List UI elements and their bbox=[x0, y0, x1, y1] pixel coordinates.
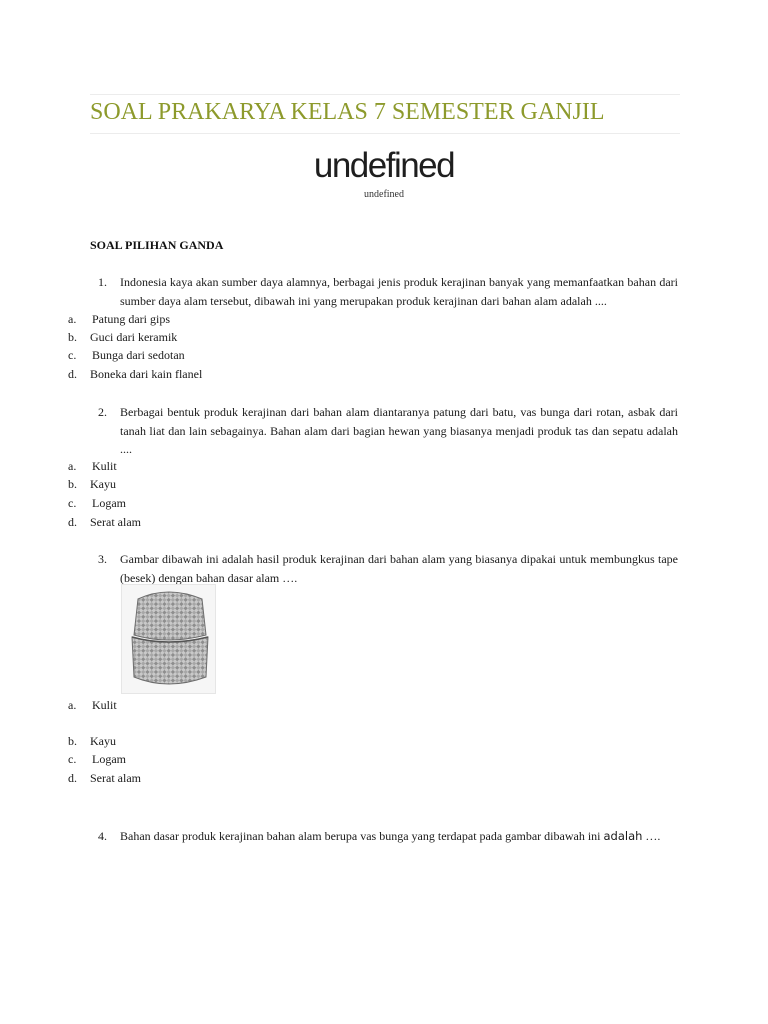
option-letter: b. bbox=[68, 734, 77, 748]
question-4 bbox=[0, 827, 768, 847]
option-letter: b. bbox=[68, 477, 77, 491]
option-letter: a. bbox=[68, 312, 77, 326]
question-text: Berbagai bentuk produk kerajinan dari bahan alam diantaranya patung dari batu, vas bunga dari rotan, asbak dari tanah liat dan lain sebagainya. Bahan alam dari bagian hewan yang biasanya menjadi produk tas dan sepatu adalah .... bbox=[120, 405, 678, 456]
option-text: Kulit bbox=[92, 698, 117, 712]
question-number: 3. bbox=[98, 552, 107, 566]
section-heading: SOAL PILIHAN GANDA bbox=[90, 238, 224, 252]
option-text: Kayu bbox=[90, 734, 116, 748]
besek-basket-image bbox=[121, 584, 216, 694]
page-title: SOAL PRAKARYA KELAS 7 SEMESTER GANJIL bbox=[90, 99, 605, 125]
top-rule bbox=[90, 94, 680, 95]
option-text: Boneka dari kain flanel bbox=[90, 367, 203, 381]
document-subheading: undefined bbox=[364, 189, 404, 200]
option-text: Serat alam bbox=[90, 515, 141, 529]
option-text: Kulit bbox=[92, 459, 117, 473]
option-letter: d. bbox=[68, 771, 77, 785]
option-letter: d. bbox=[68, 515, 77, 529]
option-text: Patung dari gips bbox=[92, 312, 170, 326]
question-number: 2. bbox=[98, 405, 107, 419]
option-text: Guci dari keramik bbox=[90, 330, 178, 344]
option-letter: b. bbox=[68, 330, 77, 344]
option-text: Kayu bbox=[90, 477, 116, 491]
question-text: Bahan dasar produk kerajinan bahan alam berupa vas bunga yang terdapat pada gambar dibawah ini bbox=[120, 829, 601, 843]
question-number: 1. bbox=[98, 275, 107, 289]
question-number: 4. bbox=[98, 829, 107, 843]
title-rule bbox=[90, 133, 680, 134]
option-letter: c. bbox=[68, 496, 77, 510]
question-2 bbox=[0, 403, 768, 461]
option-text: Bunga dari sedotan bbox=[92, 348, 185, 362]
question-text-tail: …. bbox=[642, 829, 661, 843]
document-heading: undefined bbox=[313, 146, 455, 185]
question-3 bbox=[0, 550, 768, 590]
question-text: Gambar dibawah ini adalah hasil produk kerajinan dari bahan alam yang biasanya dipakai untuk membungkus tape (besek) dengan bahan dasar alam …. bbox=[120, 552, 678, 585]
option-text: Logam bbox=[92, 496, 126, 510]
option-letter: a. bbox=[68, 459, 77, 473]
option-letter: d. bbox=[68, 367, 77, 381]
option-text: Logam bbox=[92, 752, 126, 766]
question-text-emphasis: adalah bbox=[603, 829, 643, 843]
question-text-wrapper bbox=[120, 827, 678, 846]
question-text: Indonesia kaya akan sumber daya alamnya, berbagai jenis produk kerajinan banyak yang memanfaatkan bahan dari sumber daya alam tersebut, dibawah ini yang merupakan produk kerajinan dari bahan alam adalah .... bbox=[120, 275, 678, 308]
option-letter: c. bbox=[68, 752, 77, 766]
question-1 bbox=[0, 273, 768, 313]
option-letter: a. bbox=[68, 698, 77, 712]
option-text: Serat alam bbox=[90, 771, 141, 785]
woven-basket-icon bbox=[122, 585, 215, 693]
option-letter: c. bbox=[68, 348, 77, 362]
